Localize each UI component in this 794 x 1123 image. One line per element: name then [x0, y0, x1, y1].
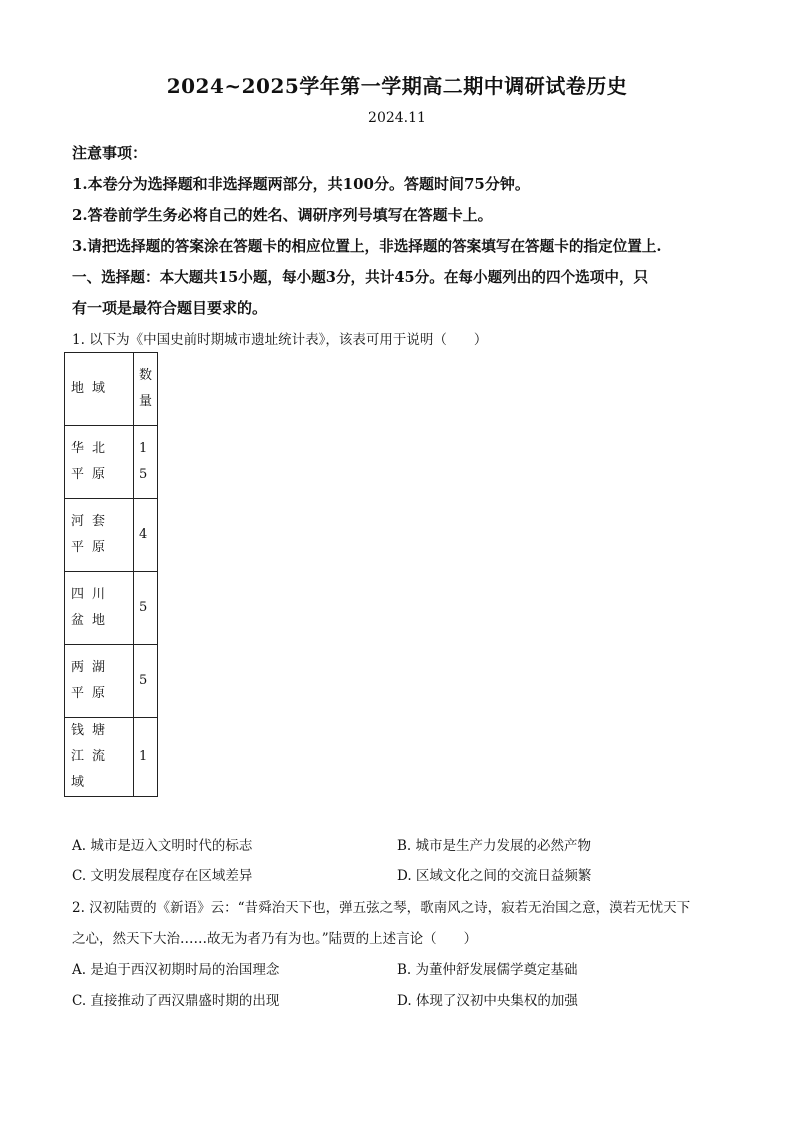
table-header-count: 数量 [134, 353, 158, 426]
question-1-option-b: B. 城市是生产力发展的必然产物 [397, 838, 592, 854]
table-cell-count: 15 [134, 426, 158, 499]
exam-date: 2024.11 [368, 110, 426, 126]
notice-item-1: 1.本卷分为选择题和非选择题两部分，共100分。答题时间75分钟。 [72, 175, 530, 193]
table-header-row [65, 353, 158, 426]
table-cell-count: 5 [134, 645, 158, 718]
table-cell-region: 四川盆地 [65, 572, 134, 645]
question-2-stem-line-1: 2. 汉初陆贾的《新语》云：“昔舜治天下也，弹五弦之琴，歌南风之诗，寂若无治国之意，漠若无忧天下 [72, 900, 691, 916]
question-1-option-a: A. 城市是迈入文明时代的标志 [72, 838, 253, 854]
question-1-option-c: C. 文明发展程度存在区域差异 [72, 868, 253, 884]
table-row [65, 718, 158, 797]
section-intro-line-2: 有一项是最符合题目要求的。 [72, 299, 268, 317]
table-row [65, 572, 158, 645]
table-header-region: 地域 [65, 353, 134, 426]
city-sites-table [64, 352, 158, 797]
notice-heading: 注意事项： [72, 144, 148, 162]
table-row [65, 426, 158, 499]
question-2-option-c: C. 直接推动了西汉鼎盛时期的出现 [72, 993, 280, 1009]
table-row [65, 499, 158, 572]
question-1-stem: 1. 以下为《中国史前时期城市遗址统计表》，该表可用于说明（ ） [72, 332, 488, 348]
table-cell-region: 两湖平原 [65, 645, 134, 718]
exam-title: 2024~2025学年第一学期高二期中调研试卷历史 [166, 74, 628, 98]
question-2-option-b: B. 为董仲舒发展儒学奠定基础 [397, 962, 578, 978]
question-1-option-d: D. 区域文化之间的交流日益频繁 [397, 868, 592, 884]
table-row [65, 645, 158, 718]
table-cell-region: 华北平原 [65, 426, 134, 499]
table-cell-region: 钱塘江流域 [65, 718, 134, 797]
table-cell-count: 1 [134, 718, 158, 797]
notice-item-2: 2.答卷前学生务必将自己的姓名、调研序列号填写在答题卡上。 [72, 206, 493, 224]
notice-item-3: 3.请把选择题的答案涂在答题卡的相应位置上，非选择题的答案填写在答题卡的指定位置上. [72, 238, 662, 255]
question-2-option-d: D. 体现了汉初中央集权的加强 [397, 993, 578, 1009]
table-cell-count: 5 [134, 572, 158, 645]
table-cell-count: 4 [134, 499, 158, 572]
section-intro-line-1: 一、选择题：本大题共15小题，每小题3分，共计45分。在每小题列出的四个选项中，只 [72, 269, 649, 286]
table-cell-region: 河套平原 [65, 499, 134, 572]
question-2-option-a: A. 是迫于西汉初期时局的治国理念 [72, 962, 280, 978]
question-2-stem-line-2: 之心，然天下大治……故无为者乃有为也。”陆贾的上述言论（ ） [72, 931, 478, 947]
